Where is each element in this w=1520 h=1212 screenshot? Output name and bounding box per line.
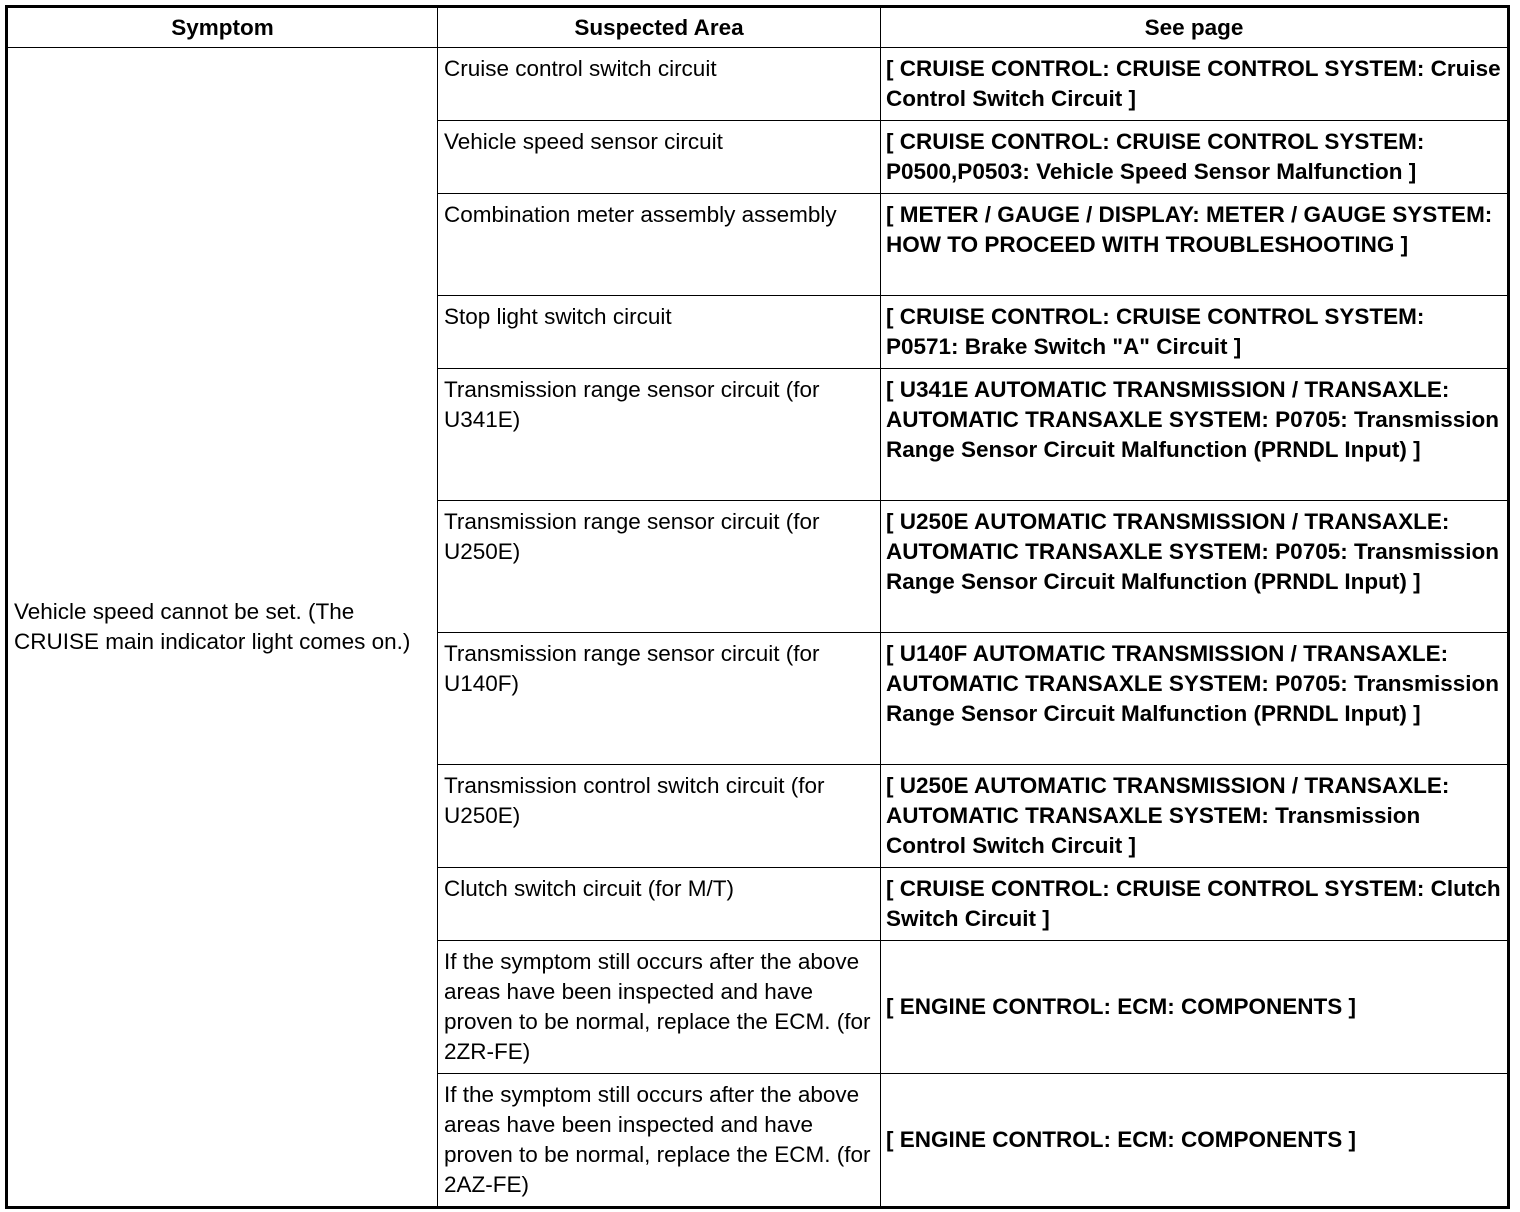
symptom-cell: Vehicle speed cannot be set. (The CRUISE main indicator light comes on.)	[7, 48, 438, 1208]
suspected-area-cell: Combination meter assembly assembly	[438, 194, 881, 296]
see-page-cell: [ CRUISE CONTROL: CRUISE CONTROL SYSTEM: P0500,P0503: Vehicle Speed Sensor Malfunction ]	[881, 121, 1509, 194]
see-page-cell: [ CRUISE CONTROL: CRUISE CONTROL SYSTEM: Cruise Control Switch Circuit ]	[881, 48, 1509, 121]
see-page-cell: [ METER / GAUGE / DISPLAY: METER / GAUGE SYSTEM: HOW TO PROCEED WITH TROUBLESHOOTING ]	[881, 194, 1509, 296]
suspected-area-cell: If the symptom still occurs after the above areas have been inspected and have proven to be normal, replace the ECM. (for 2ZR-FE)	[438, 941, 881, 1074]
see-page-cell: [ ENGINE CONTROL: ECM: COMPONENTS ]	[881, 1074, 1509, 1208]
suspected-area-cell: Transmission range sensor circuit (for U341E)	[438, 369, 881, 501]
header-suspected-area: Suspected Area	[438, 7, 881, 48]
suspected-area-cell: If the symptom still occurs after the above areas have been inspected and have proven to be normal, replace the ECM. (for 2AZ-FE)	[438, 1074, 881, 1208]
see-page-cell: [ U341E AUTOMATIC TRANSMISSION / TRANSAXLE: AUTOMATIC TRANSAXLE SYSTEM: P0705: Transmission Range Sensor Circuit Malfunction (PRNDL Input) ]	[881, 369, 1509, 501]
see-page-cell: [ CRUISE CONTROL: CRUISE CONTROL SYSTEM: P0571: Brake Switch "A" Circuit ]	[881, 296, 1509, 369]
suspected-area-cell: Transmission control switch circuit (for U250E)	[438, 765, 881, 868]
symptom-table	[5, 5, 1510, 1209]
header-row	[7, 7, 1509, 48]
suspected-area-cell: Stop light switch circuit	[438, 296, 881, 369]
suspected-area-cell: Vehicle speed sensor circuit	[438, 121, 881, 194]
see-page-cell: [ U250E AUTOMATIC TRANSMISSION / TRANSAXLE: AUTOMATIC TRANSAXLE SYSTEM: Transmission Control Switch Circuit ]	[881, 765, 1509, 868]
see-page-cell: [ U140F AUTOMATIC TRANSMISSION / TRANSAXLE: AUTOMATIC TRANSAXLE SYSTEM: P0705: Transmission Range Sensor Circuit Malfunction (PRNDL Input) ]	[881, 633, 1509, 765]
suspected-area-cell: Clutch switch circuit (for M/T)	[438, 868, 881, 941]
suspected-area-cell: Cruise control switch circuit	[438, 48, 881, 121]
see-page-cell: [ U250E AUTOMATIC TRANSMISSION / TRANSAXLE: AUTOMATIC TRANSAXLE SYSTEM: P0705: Transmission Range Sensor Circuit Malfunction (PRNDL Input) ]	[881, 501, 1509, 633]
suspected-area-cell: Transmission range sensor circuit (for U250E)	[438, 501, 881, 633]
header-see-page: See page	[881, 7, 1509, 48]
see-page-cell: [ CRUISE CONTROL: CRUISE CONTROL SYSTEM: Clutch Switch Circuit ]	[881, 868, 1509, 941]
suspected-area-cell: Transmission range sensor circuit (for U140F)	[438, 633, 881, 765]
header-symptom: Symptom	[7, 7, 438, 48]
see-page-cell: [ ENGINE CONTROL: ECM: COMPONENTS ]	[881, 941, 1509, 1074]
table-row	[7, 48, 1509, 121]
